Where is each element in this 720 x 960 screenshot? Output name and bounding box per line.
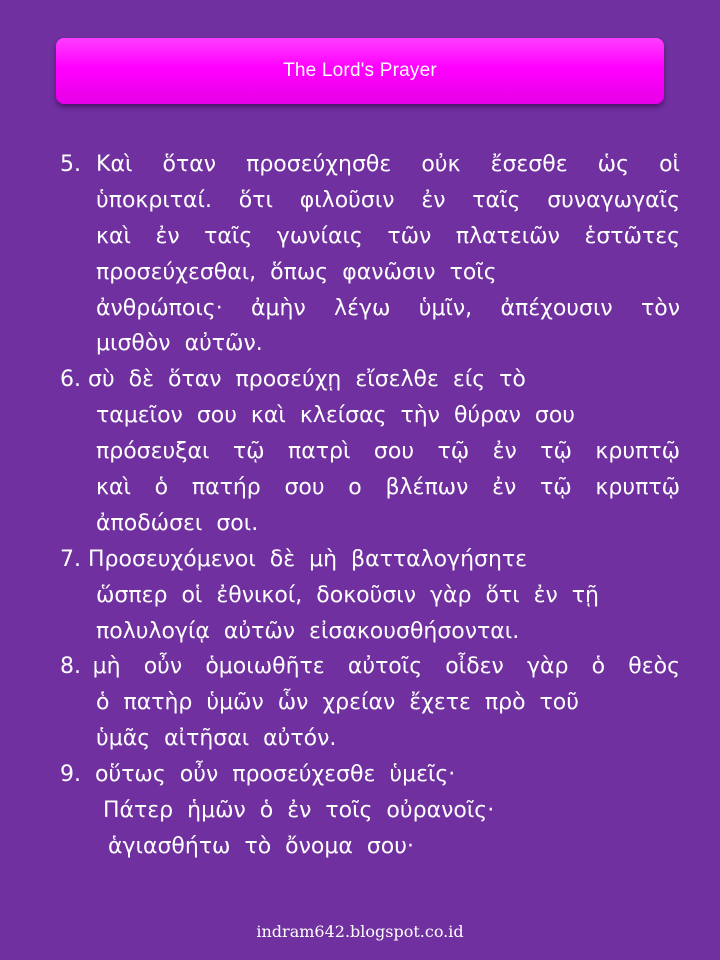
- verse-8-line-1: 8. μὴ οὖν ὁμοιωθῆτε αὐτοῖς οἶδεν γὰρ ὁ θεὸς: [60, 654, 680, 680]
- verse-9-number: 9.: [60, 762, 81, 788]
- verse-6-line-1: 6. σὺ δὲ ὅταν προσεύχῃ εἴσελθε είς τὸ: [60, 367, 526, 393]
- verse-6-line-3: πρόσευξαι τῷ πατρὶ σου τῷ ἐν τῷ κρυπτῷ: [96, 439, 680, 465]
- verse-8-line-3: ὑμᾶς αἰτῆσαι αὐτόν.: [96, 726, 337, 752]
- verse-9-line-3: ἁγιασθήτω τὸ ὄνομα σου·: [108, 833, 414, 859]
- verse-7-number: 7.: [60, 546, 81, 572]
- verse-7-line-1: 7. Προσευχόμενοι δὲ μὴ βατταλογήσητε: [60, 546, 528, 572]
- verse-list: [60, 147, 680, 865]
- verse-5-line-3: καὶ ἐν ταῖς γωνίαις τῶν πλατειῶν ἑστῶτες: [96, 223, 680, 249]
- verse-9-line-2: Πάτερ ἡμῶν ὁ ἐν τοῖς οὐρανοῖς·: [103, 798, 495, 824]
- footer-url: indram642.blogspot.co.id: [256, 922, 464, 941]
- verse-7-line-3: πολυλογίᾳ αὐτῶν εἰσακουσθήσονται.: [96, 618, 520, 644]
- verse-6-line-5: ἀποδώσει σοι.: [96, 510, 259, 536]
- verse-6-line-4: καὶ ὁ πατήρ σου ο βλέπων ἐν τῷ κρυπτῷ: [96, 475, 680, 501]
- verse-6-line-2: ταμεῖον σου καὶ κλείσας τὴν θύραν σου: [96, 403, 576, 429]
- verse-5-line-1: 5. Καὶ ὅταν προσεύχησθε οὐκ ἔσεσθε ὡς οἱ: [60, 152, 680, 177]
- verse-5-number: 5.: [60, 152, 81, 177]
- verse-8-number: 8.: [60, 654, 81, 680]
- verse-5-line-6: μισθὸν αὐτῶν.: [96, 331, 263, 357]
- verse-5-line-5: ἀνθρώποις· ἀμὴν λέγω ὑμῖν, ἀπέχουσιν τὸν: [96, 295, 680, 321]
- verse-8-line-2: ὁ πατὴρ ὑμῶν ὧν χρείαν ἔχετε πρὸ τοῦ: [96, 690, 579, 716]
- verse-9-line-1: 9. οὕτως οὖν προσεύχεσθε ὑμεῖς·: [60, 762, 456, 788]
- verse-7-line-2: ὥσπερ οἱ ἐθνικοί, δοκοῦσιν γὰρ ὅτι ἐν τῇ: [96, 582, 599, 608]
- page-title: The Lord's Prayer: [283, 60, 437, 81]
- verse-6-number: 6.: [60, 367, 81, 393]
- title-banner: [56, 38, 664, 104]
- verse-5-line-2: ὑποκριταί. ὅτι φιλοῦσιν ἐν ταῖς συναγωγαῖς: [96, 187, 680, 213]
- verse-5-line-4: προσεύχεσθαι, ὅπως φανῶσιν τοῖς: [96, 259, 497, 285]
